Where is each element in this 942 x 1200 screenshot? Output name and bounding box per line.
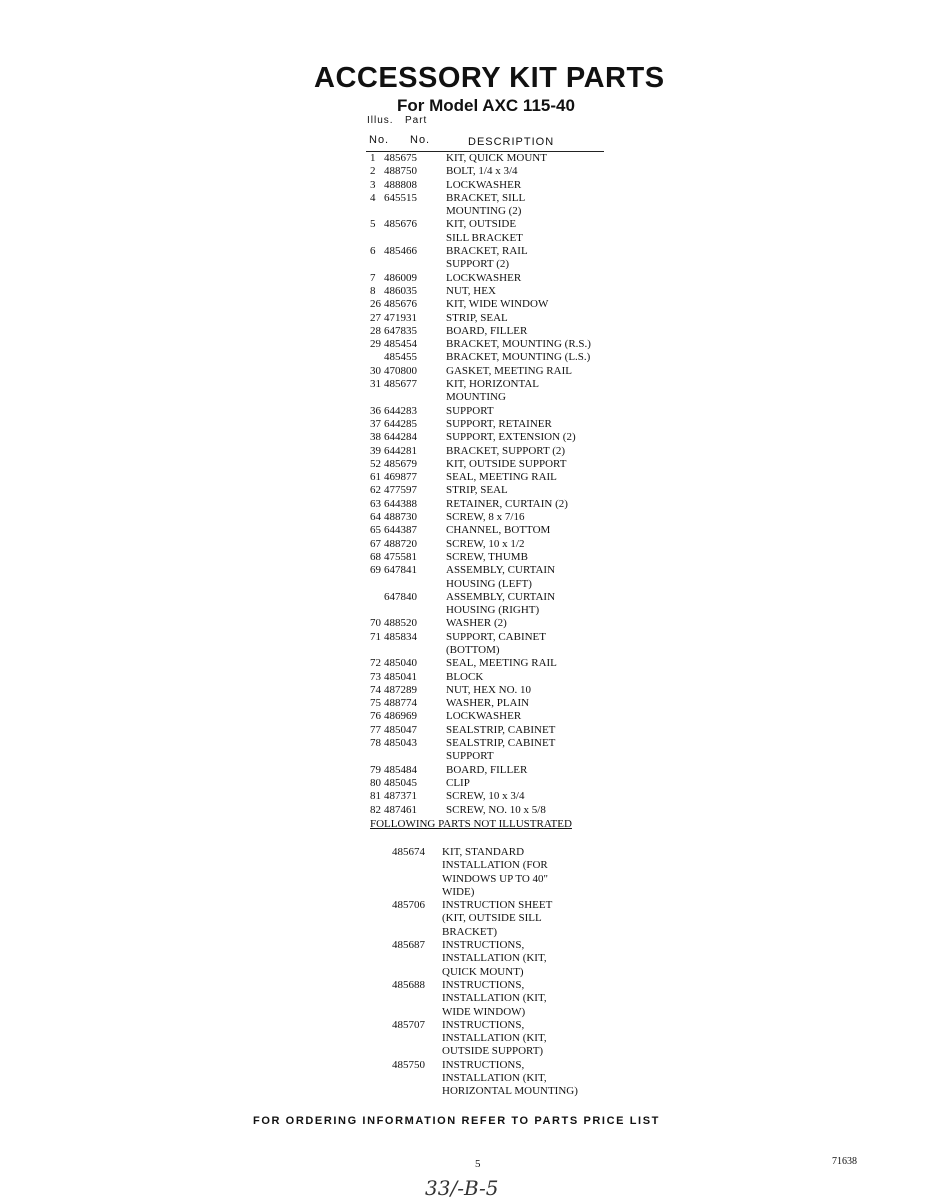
part-number: 644387 (384, 524, 417, 537)
part-description: STRIP, SEAL (446, 484, 508, 497)
part-description: WASHER (2) (446, 617, 507, 630)
part-number: 647840 (384, 590, 417, 603)
part-number: 485687 (392, 939, 425, 952)
part-description: SUPPORT (446, 750, 494, 763)
illus-number: 64 (370, 511, 381, 524)
table-row (392, 992, 592, 1005)
part-number: 488720 (384, 537, 417, 550)
illus-number: 69 (370, 564, 381, 577)
part-description: BOARD, FILLER (446, 324, 528, 337)
illus-number: 8 (370, 284, 376, 297)
illus-number: 82 (370, 803, 381, 816)
illus-number: 6 (370, 245, 376, 258)
table-row (392, 1059, 592, 1072)
table-row (366, 750, 606, 763)
table-row (366, 777, 606, 790)
table-row (392, 1032, 592, 1045)
table-row (366, 165, 606, 178)
part-description: WIDE) (442, 885, 475, 898)
part-number: 485706 (392, 899, 425, 912)
part-number: 488808 (384, 178, 417, 191)
table-row (366, 710, 606, 723)
illus-number: 72 (370, 657, 381, 670)
table-row (366, 232, 606, 245)
part-number: 644285 (384, 417, 417, 430)
part-number: 488520 (384, 617, 417, 630)
part-description: STRIP, SEAL (446, 311, 508, 324)
table-row (366, 724, 606, 737)
part-description: INSTALLATION (KIT, (442, 992, 547, 1005)
illus-number: 79 (370, 763, 381, 776)
table-row (366, 484, 606, 497)
page-number: 5 (475, 1158, 481, 1170)
illus-number: 31 (370, 378, 381, 391)
table-row (366, 617, 606, 630)
part-description: SCREW, 10 x 3/4 (446, 790, 525, 803)
part-description: SEALSTRIP, CABINET (446, 723, 556, 736)
part-number: 485834 (384, 630, 417, 643)
table-row (366, 418, 606, 431)
illus-number: 5 (370, 218, 376, 231)
part-number: 485675 (384, 152, 417, 164)
part-description: WINDOWS UP TO 40" (442, 872, 549, 885)
part-description: SCREW, NO. 10 x 5/8 (446, 803, 546, 816)
part-description: BLOCK (446, 670, 484, 683)
part-description: ASSEMBLY, CURTAIN (446, 564, 556, 577)
part-description: KIT, OUTSIDE SUPPORT (446, 457, 567, 470)
part-description: NUT, HEX NO. 10 (446, 683, 532, 696)
illus-number: 7 (370, 271, 376, 284)
part-description: QUICK MOUNT) (442, 965, 524, 978)
part-description: BRACKET, SILL (446, 191, 526, 204)
table-row (366, 445, 606, 458)
part-number: 475581 (384, 550, 417, 563)
part-description: (BOTTOM) (446, 643, 500, 656)
illus-number: 78 (370, 737, 381, 750)
illus-number: 81 (370, 790, 381, 803)
table-row (392, 979, 592, 992)
part-number: 486969 (384, 710, 417, 723)
illus-number: 26 (370, 298, 381, 311)
part-description: (KIT, OUTSIDE SILL (442, 912, 542, 925)
handwritten-note: 33/-B-5 (425, 1176, 499, 1200)
table-row (366, 697, 606, 710)
illus-number: 2 (370, 165, 376, 178)
part-number: 485045 (384, 776, 417, 789)
page-title: ACCESSORY KIT PARTS (314, 62, 665, 94)
illus-number: 67 (370, 537, 381, 550)
part-number: 485455 (384, 351, 417, 364)
table-row (366, 338, 606, 351)
part-description: INSTRUCTIONS, (442, 1058, 525, 1071)
part-description: BOARD, FILLER (446, 763, 528, 776)
part-description: INSTALLATION (KIT, (442, 1032, 547, 1045)
part-number: 487461 (384, 803, 417, 816)
illus-number: 65 (370, 524, 381, 537)
table-row (392, 926, 592, 939)
part-number: 488774 (384, 697, 417, 710)
table-row (366, 631, 606, 644)
illus-number: 39 (370, 444, 381, 457)
part-description: KIT, WIDE WINDOW (446, 298, 549, 311)
table-row (366, 285, 606, 298)
part-number: 645515 (384, 191, 417, 204)
part-description: BRACKET, MOUNTING (L.S.) (446, 351, 591, 364)
part-number: 485750 (392, 1058, 425, 1071)
illus-number: 38 (370, 431, 381, 444)
part-number: 644284 (384, 431, 417, 444)
part-description: INSTRUCTION SHEET (442, 899, 553, 912)
part-description: INSTALLATION (KIT, (442, 1072, 547, 1085)
table-row (366, 205, 606, 218)
illus-number: 52 (370, 457, 381, 470)
description-header: DESCRIPTION (468, 136, 555, 148)
table-row (366, 524, 606, 537)
part-description: SUPPORT, EXTENSION (2) (446, 431, 576, 444)
part-number: 469877 (384, 471, 417, 484)
table-row (366, 684, 606, 697)
model-subtitle: For Model AXC 115-40 (397, 96, 575, 115)
table-row (366, 657, 606, 670)
table-row (366, 471, 606, 484)
part-description: SCREW, THUMB (446, 550, 528, 563)
part-description: CLIP (446, 776, 470, 789)
part-number: 485484 (384, 763, 417, 776)
part-description: HOUSING (LEFT) (446, 577, 532, 590)
part-description: INSTRUCTIONS, (442, 939, 525, 952)
part-description: NUT, HEX (446, 284, 496, 297)
table-row (392, 1045, 592, 1058)
part-description: SEAL, MEETING RAIL (446, 471, 557, 484)
table-row (392, 1085, 592, 1098)
part-description: OUTSIDE SUPPORT) (442, 1045, 544, 1058)
illus-number: 3 (370, 178, 376, 191)
not-illustrated-header: FOLLOWING PARTS NOT ILLUSTRATED (370, 818, 572, 830)
table-row (366, 378, 606, 391)
part-number: 485047 (384, 723, 417, 736)
illus-number: 63 (370, 497, 381, 510)
table-row (366, 272, 606, 285)
illus-number: 70 (370, 617, 381, 630)
illus-number: 75 (370, 697, 381, 710)
part-description: ASSEMBLY, CURTAIN (446, 590, 556, 603)
part-description: INSTRUCTIONS, (442, 978, 525, 991)
table-row (392, 952, 592, 965)
part-number: 485676 (384, 298, 417, 311)
illus-number: 74 (370, 683, 381, 696)
table-row (366, 218, 606, 231)
part-description: BRACKET) (442, 925, 497, 938)
table-row (366, 391, 606, 404)
part-number: 485676 (384, 218, 417, 231)
illus-number: 1 (370, 152, 376, 164)
part-description: RETAINER, CURTAIN (2) (446, 497, 568, 510)
illus-number: 76 (370, 710, 381, 723)
part-description: SEAL, MEETING RAIL (446, 657, 557, 670)
part-number: 486009 (384, 271, 417, 284)
table-row (366, 764, 606, 777)
part-description: WIDE WINDOW) (442, 1005, 526, 1018)
part-description: INSTALLATION (FOR (442, 859, 548, 872)
table-row (366, 351, 606, 364)
part-description: HORIZONTAL MOUNTING) (442, 1085, 578, 1098)
table-row (366, 551, 606, 564)
part-description: LOCKWASHER (446, 178, 522, 191)
part-description: SUPPORT, RETAINER (446, 417, 552, 430)
part-description: SEALSTRIP, CABINET (446, 737, 556, 750)
part-no-header: No. (410, 134, 431, 146)
part-number: 477597 (384, 484, 417, 497)
illus-number: 36 (370, 404, 381, 417)
table-row (366, 298, 606, 311)
table-row (366, 511, 606, 524)
part-description: LOCKWASHER (446, 710, 522, 723)
part-number: 471931 (384, 311, 417, 324)
table-row (366, 458, 606, 471)
table-row (392, 939, 592, 952)
part-number: 470800 (384, 364, 417, 377)
table-row (366, 405, 606, 418)
illus-number: 71 (370, 630, 381, 643)
illus-number: 61 (370, 471, 381, 484)
part-number: 485688 (392, 978, 425, 991)
ordering-footer: FOR ORDERING INFORMATION REFER TO PARTS PRICE LIST (253, 1115, 660, 1127)
part-description: BRACKET, MOUNTING (R.S.) (446, 338, 591, 351)
table-row (366, 804, 606, 817)
part-number: 488730 (384, 511, 417, 524)
part-description: HOUSING (RIGHT) (446, 604, 540, 617)
part-description: BRACKET, SUPPORT (2) (446, 444, 566, 457)
table-row (366, 644, 606, 657)
table-row (392, 1072, 592, 1085)
illus-number: 73 (370, 670, 381, 683)
part-description: MOUNTING (2) (446, 205, 522, 218)
part-number: 485679 (384, 457, 417, 470)
part-description: CHANNEL, BOTTOM (446, 524, 551, 537)
part-number: 485043 (384, 737, 417, 750)
table-row (392, 859, 592, 872)
illus-no-header: No. (369, 134, 390, 146)
table-row (392, 912, 592, 925)
table-row (366, 498, 606, 511)
part-number: 485707 (392, 1018, 425, 1031)
illus-number: 4 (370, 191, 376, 204)
table-row (392, 1019, 592, 1032)
table-row (366, 604, 606, 617)
not-illustrated-table (392, 846, 592, 1099)
table-row (366, 538, 606, 551)
table-row (366, 258, 606, 271)
table-row (366, 152, 606, 165)
part-number: 647841 (384, 564, 417, 577)
illus-header: Illus. (367, 115, 394, 126)
part-description: SUPPORT (446, 404, 494, 417)
part-description: WASHER, PLAIN (446, 697, 530, 710)
part-number: 644388 (384, 497, 417, 510)
table-row (366, 790, 606, 803)
table-row (366, 591, 606, 604)
part-number: 485677 (384, 378, 417, 391)
table-row (366, 564, 606, 577)
table-row (366, 192, 606, 205)
part-description: KIT, HORIZONTAL (446, 378, 540, 391)
part-description: BRACKET, RAIL (446, 245, 528, 258)
part-number: 487289 (384, 683, 417, 696)
table-row (366, 245, 606, 258)
table-row (366, 671, 606, 684)
table-row (366, 325, 606, 338)
table-row (366, 312, 606, 325)
part-description: INSTALLATION (KIT, (442, 952, 547, 965)
illus-number: 80 (370, 776, 381, 789)
part-description: SCREW, 8 x 7/16 (446, 511, 525, 524)
document-number: 71638 (832, 1156, 857, 1167)
illus-number: 27 (370, 311, 381, 324)
part-description: KIT, QUICK MOUNT (446, 152, 547, 164)
illus-number: 29 (370, 338, 381, 351)
part-description: BOLT, 1/4 x 3/4 (446, 165, 518, 178)
part-header: Part (405, 115, 428, 126)
part-number: 487371 (384, 790, 417, 803)
part-number: 644281 (384, 444, 417, 457)
illus-number: 37 (370, 417, 381, 430)
table-row (366, 431, 606, 444)
part-description: KIT, STANDARD (442, 846, 525, 858)
table-row (392, 966, 592, 979)
illus-number: 77 (370, 723, 381, 736)
table-row (366, 365, 606, 378)
illus-number: 62 (370, 484, 381, 497)
part-number: 485040 (384, 657, 417, 670)
part-number: 485454 (384, 338, 417, 351)
part-number: 485466 (384, 245, 417, 258)
table-row (392, 1006, 592, 1019)
part-number: 647835 (384, 324, 417, 337)
part-number: 644283 (384, 404, 417, 417)
part-description: KIT, OUTSIDE (446, 218, 517, 231)
parts-table (366, 152, 606, 817)
part-description: SUPPORT, CABINET (446, 630, 546, 643)
illus-number: 28 (370, 324, 381, 337)
table-row (366, 737, 606, 750)
part-description: SUPPORT (2) (446, 258, 510, 271)
illus-number: 68 (370, 550, 381, 563)
part-description: MOUNTING (446, 391, 506, 404)
part-description: INSTRUCTIONS, (442, 1018, 525, 1031)
part-number: 486035 (384, 284, 417, 297)
part-number: 485041 (384, 670, 417, 683)
part-description: GASKET, MEETING RAIL (446, 364, 572, 377)
table-row (366, 578, 606, 591)
part-description: LOCKWASHER (446, 271, 522, 284)
table-row (366, 179, 606, 192)
part-number: 485674 (392, 846, 425, 858)
table-row (392, 899, 592, 912)
part-description: SILL BRACKET (446, 231, 523, 244)
part-number: 488750 (384, 165, 417, 178)
illus-number: 30 (370, 364, 381, 377)
table-row (392, 873, 592, 886)
table-row (392, 886, 592, 899)
part-description: SCREW, 10 x 1/2 (446, 537, 525, 550)
table-row (392, 846, 592, 859)
